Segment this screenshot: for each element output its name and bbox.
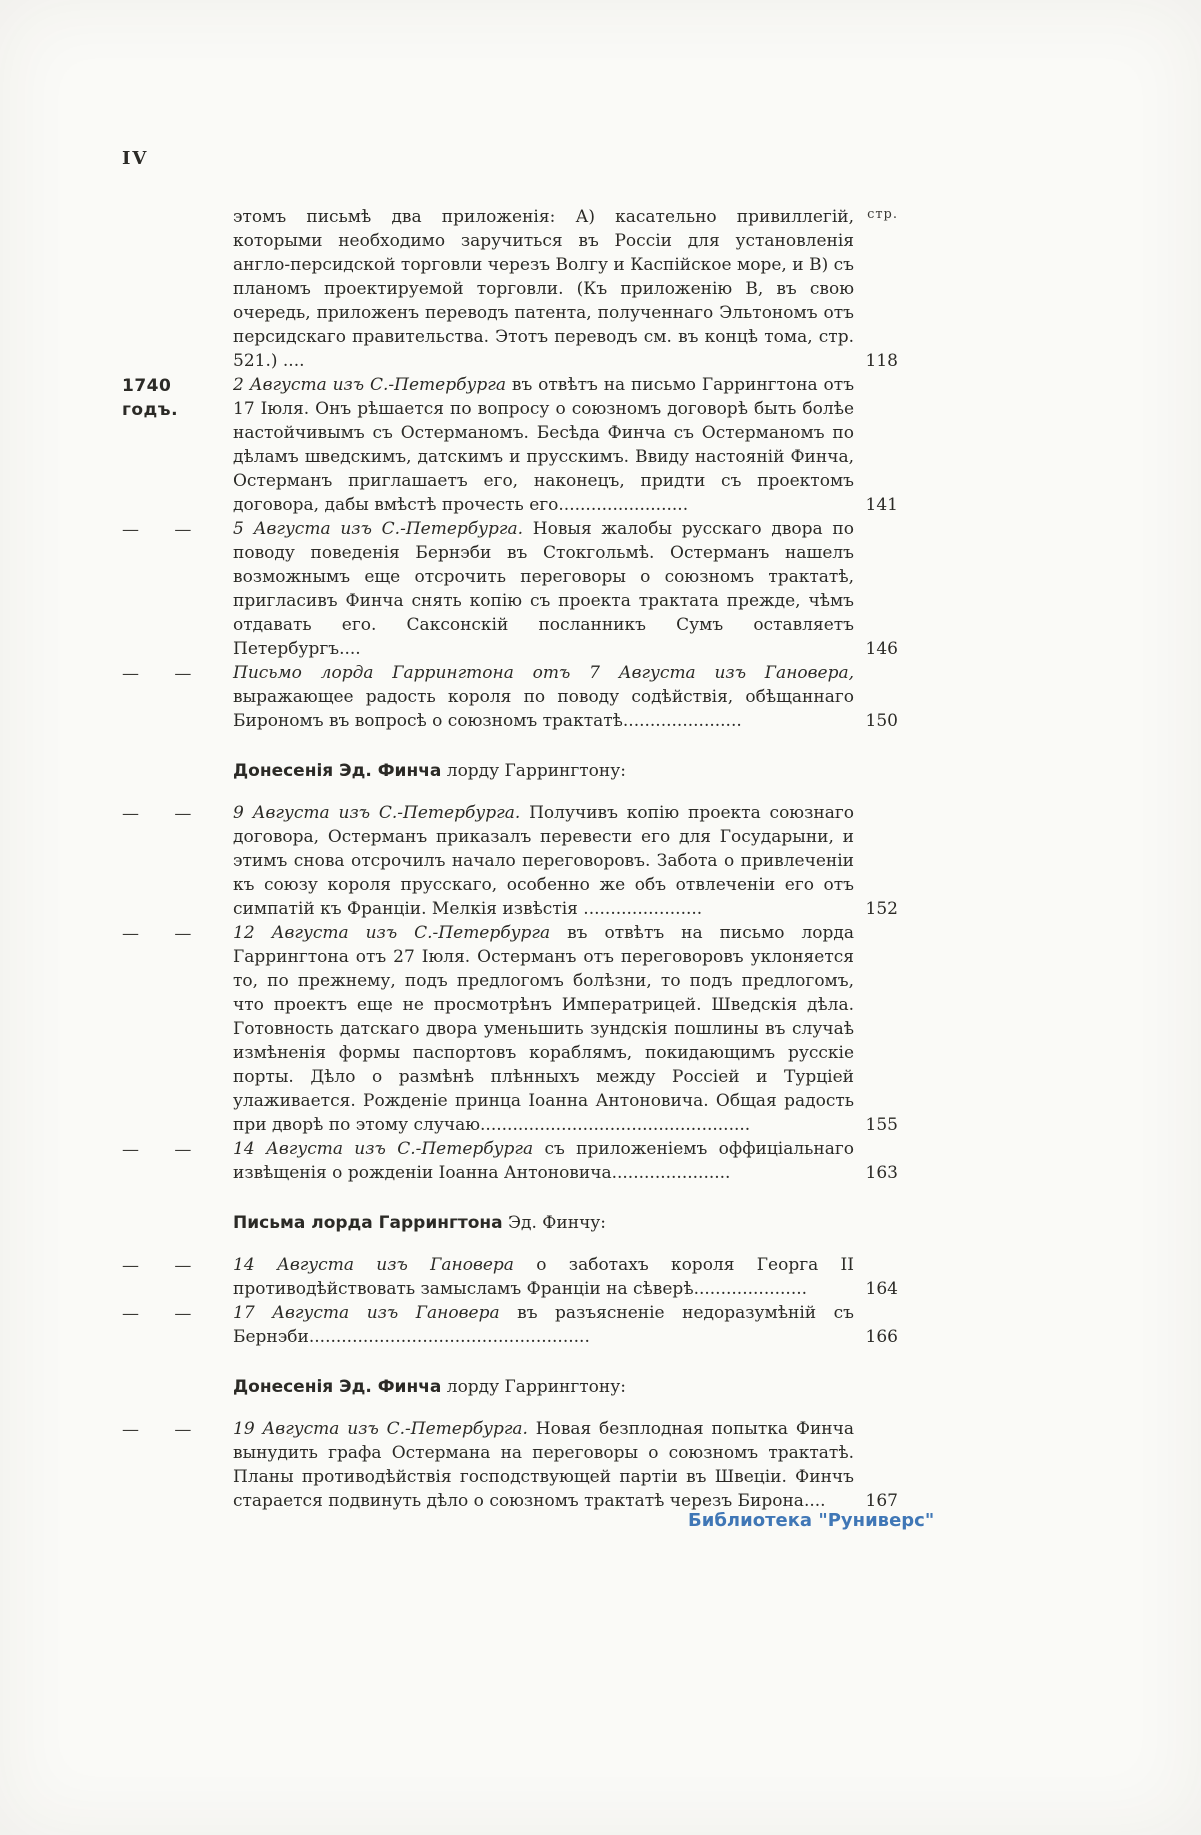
section-header-text [233, 1375, 854, 1399]
entry-body: Получивъ копію проекта союзнаго договора, Остерманъ приказалъ перевести его для Государыни, и этимъ снова отсрочилъ начало переговоровъ. Забота о привлеченіи къ союзу короля прусскаго, особенно же объ отвлеченіи его отъ симпатій къ Франціи. Мелкія извѣстія ...................... [233, 803, 854, 919]
section-header-bold: Письма лорда Гаррингтона [233, 1213, 503, 1233]
ditto-dashes: — — [122, 1304, 192, 1324]
entry-date-lead: Письмо лорда Гаррингтона отъ 7 Августа изъ Гановера, [233, 663, 854, 683]
toc-entry [122, 205, 898, 373]
toc-entry [122, 1253, 898, 1301]
entry-text [233, 921, 854, 1137]
section-header-rest: лорду Гаррингтону: [441, 761, 626, 781]
page-column-header: стр. [867, 207, 898, 222]
section-header-bold: Донесенія Эд. Финча [233, 1377, 442, 1397]
entry-text [233, 517, 854, 661]
page-number: 150 [865, 711, 898, 731]
entry-text [233, 1301, 854, 1349]
toc-entry [122, 921, 898, 1137]
page-number: 118 [865, 351, 898, 371]
entry-text [233, 205, 854, 373]
toc-entry [122, 373, 898, 517]
entry-date-lead: 2 Августа изъ С.-Петербурга [233, 375, 506, 395]
page-number: 164 [865, 1279, 898, 1299]
toc-entry [122, 1417, 898, 1513]
page-number: 152 [865, 899, 898, 919]
entry-body: выражающее радость короля по поводу содѣйствія, обѣщаннаго Бирономъ въ вопросѣ о союзномъ трактатѣ...................... [233, 687, 854, 731]
section-header-rest: Эд. Финчу: [502, 1213, 607, 1233]
entry-body: съ приложеніемъ оффиціальнаго извѣщенія о рожденіи Іоанна Антоновича...................... [233, 1139, 854, 1183]
toc-entry [122, 1301, 898, 1349]
entry-date-lead: 9 Августа изъ С.-Петербурга. [233, 803, 521, 823]
entry-text [233, 1253, 854, 1301]
page-number: 141 [865, 495, 898, 515]
entry-date-lead: 19 Августа изъ С.-Петербурга. [233, 1419, 528, 1439]
ditto-dashes: — — [122, 520, 192, 540]
entry-margin-label [122, 759, 233, 783]
section-header [122, 1211, 898, 1235]
section-header [122, 1375, 898, 1399]
page-number: 155 [865, 1115, 898, 1135]
ditto-dashes: — — [122, 1140, 192, 1160]
ditto-dashes: — — [122, 1420, 192, 1440]
toc-entry [122, 517, 898, 661]
entry-margin-label [122, 1375, 233, 1399]
page-number: 167 [865, 1491, 898, 1511]
entry-date-lead: 17 Августа изъ Гановера [233, 1303, 500, 1323]
page-number: 146 [865, 639, 898, 659]
page-number: 163 [865, 1163, 898, 1183]
section-header-text [233, 759, 854, 783]
section-header [122, 759, 898, 783]
section-header-rest: лорду Гаррингтону: [441, 1377, 626, 1397]
entry-margin-label [122, 1211, 233, 1235]
toc-entry [122, 1137, 898, 1185]
entry-body: о заботахъ короля Георга II противодѣйствовать замысламъ Франціи на сѣверѣ..................... [233, 1255, 854, 1299]
ditto-dashes: — — [122, 1256, 192, 1276]
entry-text [233, 1137, 854, 1185]
entry-body: въ отвѣтъ на письмо Гаррингтона отъ 17 Іюля. Онъ рѣшается по вопросу о союзномъ договорѣ быть болѣе настойчивымъ съ Остерманомъ. Бесѣда Финча съ Остерманомъ по дѣламъ шведскимъ, датскимъ и прусскимъ. Ввиду настояній Финча, Остерманъ приглашаетъ его, наконецъ, придти съ проектомъ договора, дабы вмѣстѣ прочесть его........................ [233, 375, 855, 515]
entry-date-lead: 12 Августа изъ С.-Петербурга [233, 923, 551, 943]
entry-text [233, 661, 854, 733]
section-header-bold: Донесенія Эд. Финча [233, 761, 442, 781]
folio-number: IV [122, 148, 149, 169]
entry-body: Новая безплодная попытка Финча вынудить графа Остермана на переговоры о союзномъ трактатѣ. Планы противодѣйствія господствующей партіи въ Швеціи. Финчъ старается подвинуть дѣло о союзномъ трактатѣ черезъ Бирона.... [233, 1419, 854, 1511]
entry-date-lead: 5 Августа изъ С.-Петербурга. [233, 519, 524, 539]
toc-entry [122, 801, 898, 921]
entry-date-lead: 14 Августа изъ Гановера [233, 1255, 514, 1275]
ditto-dashes: — — [122, 664, 192, 684]
ditto-dashes: — — [122, 924, 192, 944]
ditto-dashes: — — [122, 804, 192, 824]
table-of-contents [122, 205, 898, 1513]
entry-body: Новыя жалобы русскаго двора по поводу поведенія Бернэби въ Стокгольмѣ. Остерманъ нашелъ возможнымъ еще отсрочить переговоры о союзномъ трактатѣ, пригласивъ Финча снять копію съ проекта трактата прежде, чѣмъ отдавать его. Саксонскій посланникъ Сумъ оставляетъ Петербургъ.... [233, 519, 854, 659]
toc-entry [122, 661, 898, 733]
entry-text [233, 1417, 854, 1513]
page-number: 166 [865, 1327, 898, 1347]
entry-date-lead: 14 Августа изъ С.-Петербурга [233, 1139, 534, 1159]
entry-body: въ разъясненіе недоразумѣній съ Бернэби.................................................... [233, 1303, 854, 1347]
library-watermark: Библиотека "Руниверс" [688, 1510, 935, 1531]
section-header-text [233, 1211, 854, 1235]
entry-body: этомъ письмѣ два приложенія: А) касательно привиллегій, которыми необходимо заручиться въ Россіи для установленія англо-персидской торговли черезъ Волгу и Каспійское море, и В) съ планомъ проектируемой торговли. (Къ приложенію В, въ свою очередь, приложенъ переводъ патента, полученнаго Эльтономъ отъ персидскаго правительства. Этотъ переводъ см. въ концѣ тома, стр. 521.) .... [233, 207, 854, 371]
entry-text [233, 373, 854, 517]
year-label: 1740 годъ. [122, 376, 179, 420]
entry-body: въ отвѣтъ на письмо лорда Гаррингтона отъ 27 Іюля. Остерманъ отъ переговоровъ уклоняется то, по прежнему, подъ предлогомъ болѣзни, то подъ предлогомъ, что проектъ еще не просмотрѣнъ Императрицей. Шведскія дѣла. Готовность датскаго двора уменьшить зундскія пошлины въ случаѣ измѣненія формы паспортовъ кораблямъ, покидающимъ русскіе порты. Дѣло о размѣнѣ плѣнныхъ между Россіей и Турціей улаживается. Рожденіе принца Іоанна Антоновича. Общая радость при дворѣ по этому случаю.................................................. [233, 923, 855, 1135]
entry-margin-label [122, 205, 233, 373]
entry-text [233, 801, 854, 921]
